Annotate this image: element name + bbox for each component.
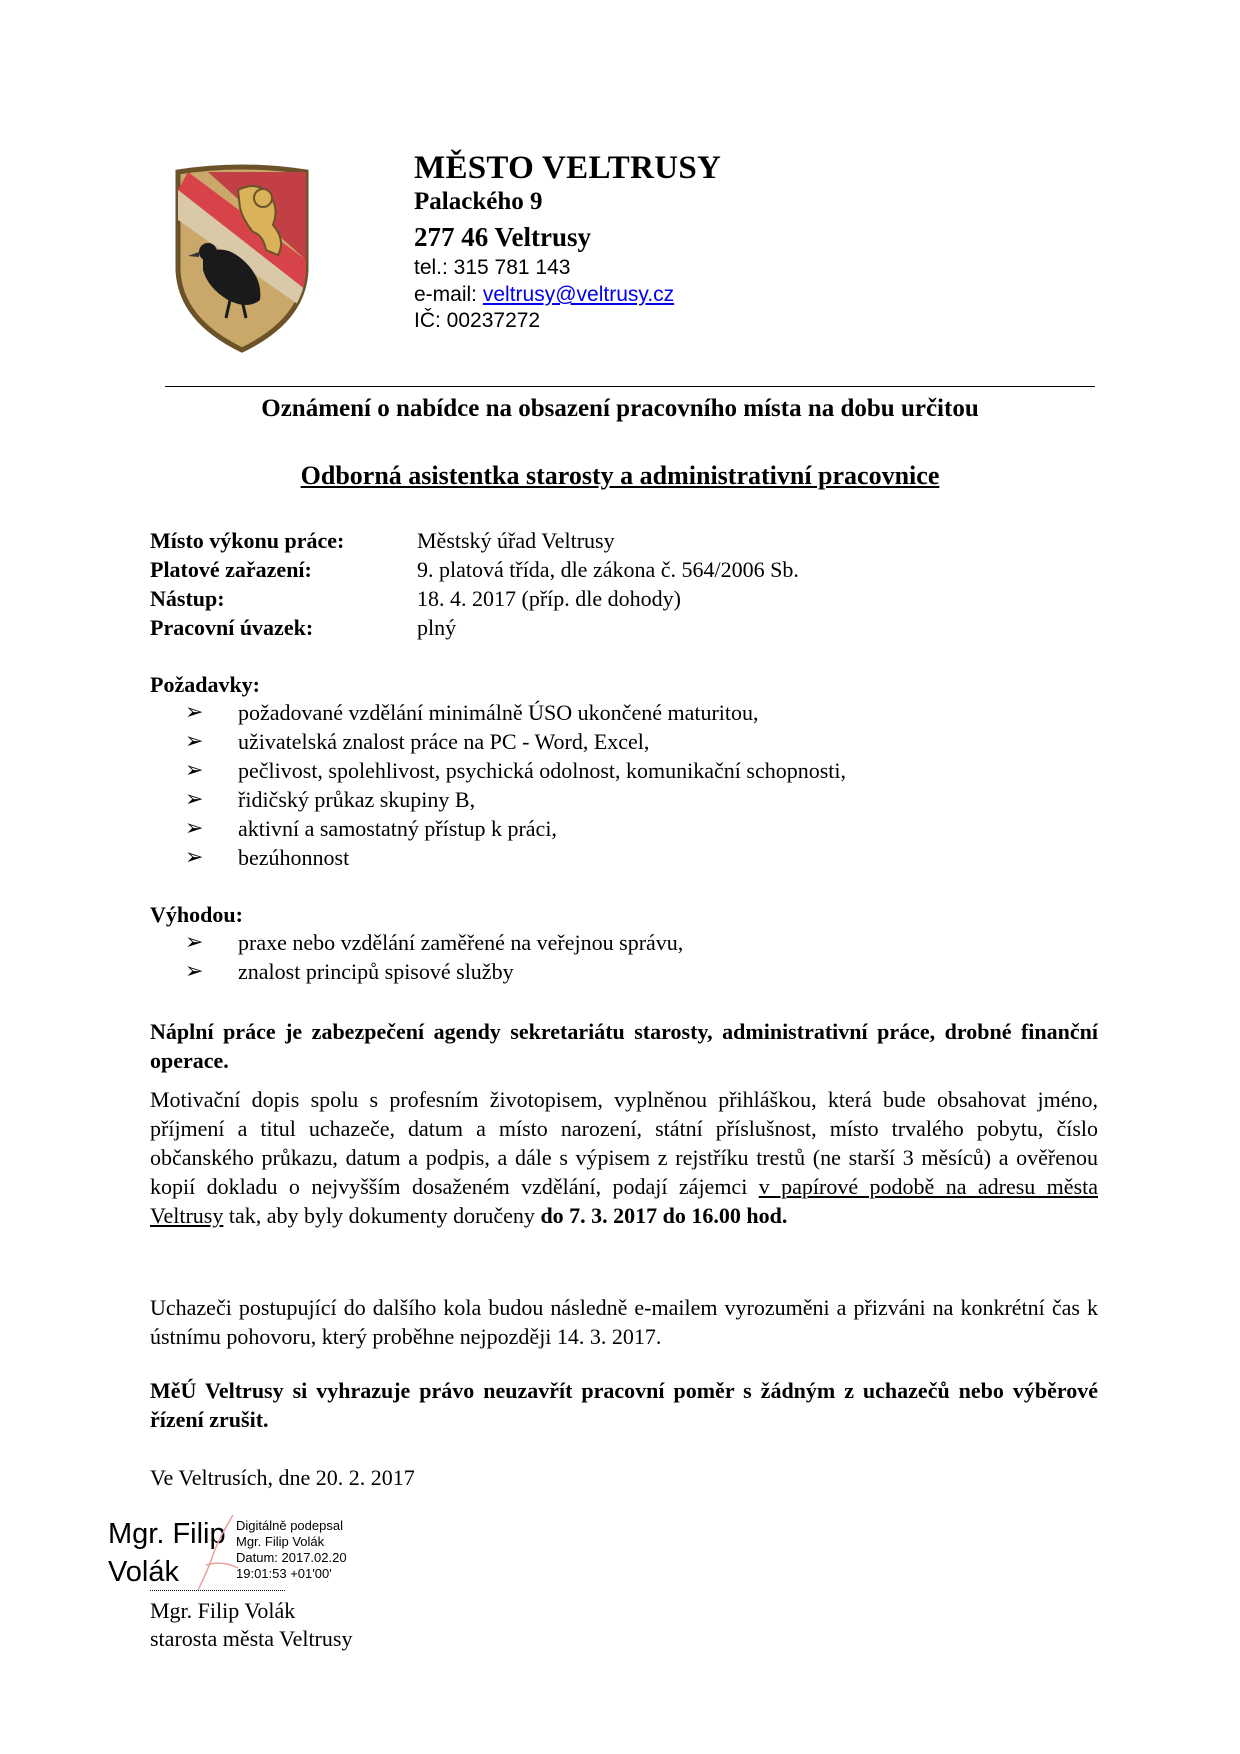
email-label: e-mail:	[414, 283, 483, 306]
submission-method: v papírové podobě na adresu města Veltrusy	[150, 1174, 1099, 1228]
requirement-item: požadované vzdělání minimálně ÚSO ukončené maturitou,	[238, 700, 759, 725]
header-separator	[165, 386, 1095, 387]
detail-value: 9. platová třída, dle zákona č. 564/2006 Sb.	[417, 557, 799, 582]
detail-value: Městský úřad Veltrusy	[417, 528, 615, 553]
bullet-arrow-icon: ➢	[185, 959, 204, 984]
signer-role: starosta města Veltrusy	[150, 1626, 353, 1651]
signature-name-line: Mgr. Filip	[108, 1518, 226, 1550]
requirements-heading: Požadavky:	[150, 672, 260, 697]
requirement-item: aktivní a samostatný přístup k práci,	[238, 816, 557, 841]
bullet-arrow-icon: ➢	[185, 729, 204, 754]
coat-of-arms-icon	[168, 160, 316, 355]
signature-detail: 19:01:53 +01'00'	[236, 1566, 332, 1581]
signature-name-line: Volák	[108, 1556, 179, 1588]
next-round-paragraph: Uchazeči postupující do dalšího kola budou následně e-mailem vyrozuměni a přizváni na konkrétní čas k ústnímu pohovoru, který proběhne nejpozději 14. 3. 2017.	[150, 1295, 1098, 1349]
advantages-heading: Výhodou:	[150, 902, 243, 927]
signature-detail: Mgr. Filip Volák	[236, 1534, 325, 1549]
bullet-arrow-icon: ➢	[185, 845, 204, 870]
detail-label: Nástup:	[150, 586, 225, 611]
requirement-item: uživatelská znalost práce na PC - Word, Excel,	[238, 729, 650, 754]
city-name: MĚSTO VELTRUSY	[414, 150, 722, 186]
position-title: Odborná asistentka starosty a administrativní pracovnice	[300, 461, 940, 490]
requirement-item: pečlivost, spolehlivost, psychická odolnost, komunikační schopnosti,	[238, 758, 846, 783]
bullet-arrow-icon: ➢	[185, 930, 204, 955]
detail-label: Platové zařazení:	[150, 557, 312, 582]
phone-number: tel.: 315 781 143	[414, 256, 571, 279]
application-text: Motivační dopis spolu s profesním životopisem, vyplněnou přihláškou, která bude obsahovat jméno, příjmení a titul uchazeče, datum a místo narození, státní příslušnost, místo trvalého pobytu, číslo občanského průkazu, datum a podpis, a dále s výpisem z rejstříku trestů (ne starší 3 měsíců) a ověřenou kopií dokladu o nejvyšším dosaženém vzdělání, podají zájemci	[150, 1087, 1098, 1199]
detail-label: Pracovní úvazek:	[150, 615, 314, 640]
detail-value: plný	[417, 615, 457, 640]
deadline: do 7. 3. 2017 do 16.00 hod.	[540, 1203, 788, 1228]
company-id: IČ: 00237272	[414, 309, 541, 332]
application-paragraph	[150, 1085, 1098, 1230]
signature-detail: Datum: 2017.02.20	[236, 1550, 347, 1565]
notice-title: Oznámení o nabídce na obsazení pracovního místa na dobu určitou	[261, 395, 979, 422]
signer-name: Mgr. Filip Volák	[150, 1598, 296, 1623]
street-address: Palackého 9	[414, 188, 543, 215]
job-scope-paragraph: Náplní práce je zabezpečení agendy sekretariátu starosty, administrativní práce, drobné finanční operace.	[150, 1019, 1098, 1073]
reservation-paragraph: MěÚ Veltrusy si vyhrazuje právo neuzavřít pracovní poměr s žádným z uchazečů nebo výběrové řízení zrušit.	[150, 1378, 1098, 1432]
digital-signature-details	[236, 1518, 347, 1582]
email-line	[414, 283, 674, 307]
bullet-arrow-icon: ➢	[185, 700, 204, 725]
bullet-arrow-icon: ➢	[185, 758, 204, 783]
requirement-item: řidičský průkaz skupiny B,	[238, 787, 476, 812]
bullet-arrow-icon: ➢	[185, 787, 204, 812]
detail-label: Místo výkonu práce:	[150, 528, 345, 553]
requirement-item: bezúhonnost	[238, 845, 350, 870]
email-link[interactable]: veltrusy@veltrusy.cz	[482, 283, 675, 306]
detail-value: 18. 4. 2017 (příp. dle dohody)	[417, 586, 681, 611]
place-date: Ve Veltrusích, dne 20. 2. 2017	[150, 1465, 415, 1490]
signature-line	[150, 1590, 285, 1591]
advantage-item: znalost principů spisové služby	[238, 959, 514, 984]
signature-detail: Digitálně podepsal	[236, 1518, 343, 1533]
application-text-2: tak, aby byly dokumenty doručeny	[223, 1203, 541, 1228]
bullet-arrow-icon: ➢	[185, 816, 204, 841]
postal-address: 277 46 Veltrusy	[414, 222, 592, 252]
advantage-item: praxe nebo vzdělání zaměřené na veřejnou správu,	[238, 930, 684, 955]
